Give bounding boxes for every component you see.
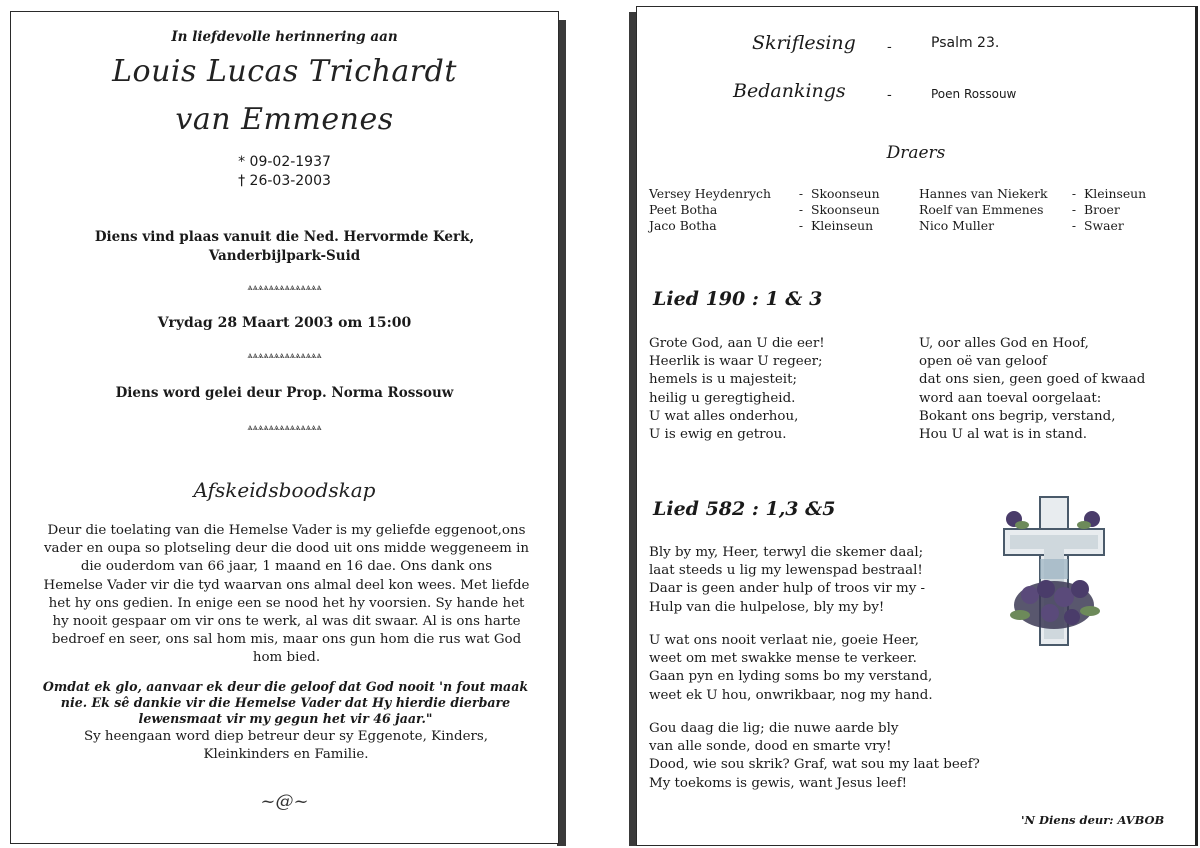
- bearer-row: [649, 202, 880, 218]
- bearer-relation: Skoonseun: [811, 186, 880, 201]
- bearer-relation: Broer: [1084, 202, 1120, 217]
- thanks-label: Bedankings: [733, 80, 846, 102]
- verse-line: weet ek U hou, onwrikbaar, nog my hand.: [649, 687, 933, 703]
- bearer-name: Versey Heydenrych: [649, 186, 771, 201]
- birth-date: * 09-02-1937: [238, 154, 331, 170]
- farewell-title: Afskeidsboodskap: [193, 478, 376, 502]
- bearer-relation: Kleinseun: [1084, 186, 1147, 201]
- verse-line: U wat ons nooit verlaat nie, goeie Heer,: [649, 633, 919, 648]
- bearer-dash: -: [1071, 218, 1077, 233]
- farewell-line: Deur die toelating van die Hemelse Vader is my geliefde eggenoot,ons: [47, 523, 526, 538]
- service-place-line2: Vanderbijlpark-Suid: [208, 248, 361, 264]
- reading-label: Skriflesing: [752, 32, 856, 54]
- life-dates: [11, 153, 558, 191]
- bearers-list-left: [649, 186, 880, 234]
- verse-line: weet om met swakke mense te verkeer.: [649, 651, 917, 667]
- verse-line: Hou U al wat is in stand.: [919, 427, 1088, 443]
- cross-with-violets-icon: [1000, 495, 1108, 649]
- verse-line: heilig u geregtigheid.: [649, 390, 796, 406]
- service-place: [11, 228, 558, 266]
- memory-line: In liefdevolle herinnering aan: [171, 29, 398, 45]
- deceased-name-line2: van Emmenes: [175, 102, 394, 137]
- farewell-line: die ouderdom van 66 jaar, 1 maand en 16 dae. Ons dank ons: [80, 559, 493, 575]
- bearers-title: Draers: [886, 143, 946, 163]
- verse-line: U wat alles onderhou,: [649, 408, 799, 424]
- death-date: † 26-03-2003: [238, 173, 331, 189]
- bearer-dash: -: [1071, 202, 1077, 217]
- verse-line: U, oor alles God en Hoof,: [919, 336, 1089, 351]
- ornament-divider: ѧѧѧѧѧѧѧѧѧѧѧѧѧѧ: [247, 283, 322, 293]
- right-page: [636, 6, 1198, 846]
- verse-line: Gaan pyn en lyding soms bo my verstand,: [649, 669, 933, 685]
- bearer-dash: -: [1071, 186, 1077, 201]
- bearer-dash: -: [798, 202, 804, 217]
- hymn-190-title: Lied 190 : 1 & 3: [653, 288, 823, 310]
- thanks-value: Poen Rossouw: [931, 87, 1017, 101]
- bearer-relation: Swaer: [1084, 218, 1124, 233]
- verse-line: word aan toeval oorgelaat:: [919, 390, 1102, 406]
- hymn-582-verse-3: [649, 632, 933, 705]
- bearer-relation: Skoonseun: [811, 202, 880, 217]
- bearer-name: Hannes van Niekerk: [919, 186, 1048, 201]
- farewell-line: hy nooit gespaar om vir ons te werk, al was dit swaar. Al is ons harte: [52, 614, 521, 630]
- verse-line: van alle sonde, dood en smarte vry!: [649, 739, 892, 755]
- quote-line: nie. Ek sê dankie vir die Hemelse Vader dat Hy hierdie dierbare: [60, 695, 511, 710]
- hymn-190-verse-1: [649, 335, 825, 444]
- bearer-name: Nico Muller: [919, 218, 994, 233]
- verse-line: Grote God, aan U die eer!: [649, 336, 825, 351]
- funeral-service-credit: 'N Diens deur: AVBOB: [1021, 813, 1165, 827]
- bearers-list-right: [919, 186, 1146, 234]
- verse-line: U is ewig en getrou.: [649, 427, 787, 443]
- ornament-divider: ѧѧѧѧѧѧѧѧѧѧѧѧѧѧ: [247, 423, 322, 433]
- grief-line2: Kleinkinders en Familie.: [203, 747, 369, 762]
- hymn-190-verse-3: [919, 335, 1145, 444]
- farewell-line: bedroef en seer, ons sal hom mis, maar ons gun hom die rus wat God: [51, 632, 522, 648]
- reading-value: Psalm 23.: [931, 35, 1000, 51]
- farewell-line: vader en oupa so plotseling deur die dood uit ons midde weggeneem in: [43, 541, 530, 557]
- bearer-relation: Kleinseun: [811, 218, 874, 233]
- farewell-message: [29, 522, 544, 668]
- verse-line: laat steeds u lig my lewenspad bestraal!: [649, 563, 923, 579]
- hymn-582-title: Lied 582 : 1,3 &5: [653, 498, 836, 520]
- verse-line: Dood, wie sou skrik? Graf, wat sou my laat beef?: [649, 757, 980, 773]
- verse-line: Bokant ons begrip, verstand,: [919, 408, 1116, 424]
- deceased-name-line1: Louis Lucas Trichardt: [112, 54, 457, 89]
- quote-line: Omdat ek glo, aanvaar ek deur die geloof dat God nooit 'n fout maak: [42, 679, 529, 694]
- service-date: Vrydag 28 Maart 2003 om 15:00: [157, 315, 412, 331]
- hymn-582-verse-5: [649, 720, 980, 793]
- verse-line: open oë van geloof: [919, 354, 1047, 370]
- verse-line: Gou daag die lig; die nuwe aarde bly: [649, 721, 899, 736]
- cross-with-violets-icon: [1000, 495, 1108, 649]
- left-page: [10, 11, 559, 844]
- farewell-line: Hemelse Vader vir die tyd waarvan ons almal deel kon wees. Met liefde: [43, 577, 530, 593]
- farewell-line: hom bied.: [252, 650, 321, 666]
- verse-line: Hulp van die hulpelose, bly my by!: [649, 599, 885, 615]
- ornament-divider: ѧѧѧѧѧѧѧѧѧѧѧѧѧѧ: [247, 351, 322, 361]
- verse-line: Bly by my, Heer, terwyl die skemer daal;: [649, 545, 924, 560]
- hymn-582-verse-1: [649, 544, 925, 617]
- officiant: Diens word gelei deur Prop. Norma Rossouw: [115, 385, 454, 401]
- bearer-row: [649, 186, 880, 202]
- service-place-line1: Diens vind plaas vanuit die Ned. Hervormde Kerk,: [94, 229, 475, 245]
- farewell-quote: [33, 679, 538, 727]
- farewell-line: het hy ons gedien. In enige een se nood het hy voorsien. Sy hande het: [48, 595, 525, 611]
- thanks-dash: -: [887, 87, 892, 103]
- bearer-name: Jaco Botha: [649, 218, 717, 233]
- closing-ornament: ~@~: [260, 791, 309, 812]
- right-page-shadow: [629, 12, 636, 846]
- reading-dash: -: [887, 39, 892, 55]
- bearer-dash: -: [798, 218, 804, 233]
- verse-line: dat ons sien, geen goed of kwaad: [919, 372, 1146, 388]
- bearer-name: Peet Botha: [649, 202, 718, 217]
- bearer-row: [919, 218, 1146, 234]
- quote-line: lewensmaat vir my gegun het vir 46 jaar.": [138, 711, 433, 726]
- verse-line: Daar is geen ander hulp of troos vir my -: [649, 581, 926, 597]
- verse-line: Heerlik is waar U regeer;: [649, 354, 823, 370]
- bearer-row: [649, 218, 880, 234]
- verse-line: My toekoms is gewis, want Jesus leef!: [649, 775, 908, 791]
- bearer-row: [919, 202, 1146, 218]
- bearer-row: [919, 186, 1146, 202]
- grief-message: [41, 728, 531, 764]
- bearer-dash: -: [798, 186, 804, 201]
- bearer-name: Roelf van Emmenes: [919, 202, 1044, 217]
- verse-line: hemels is u majesteit;: [649, 372, 797, 388]
- grief-line1: Sy heengaan word diep betreur deur sy Eggenote, Kinders,: [83, 729, 489, 744]
